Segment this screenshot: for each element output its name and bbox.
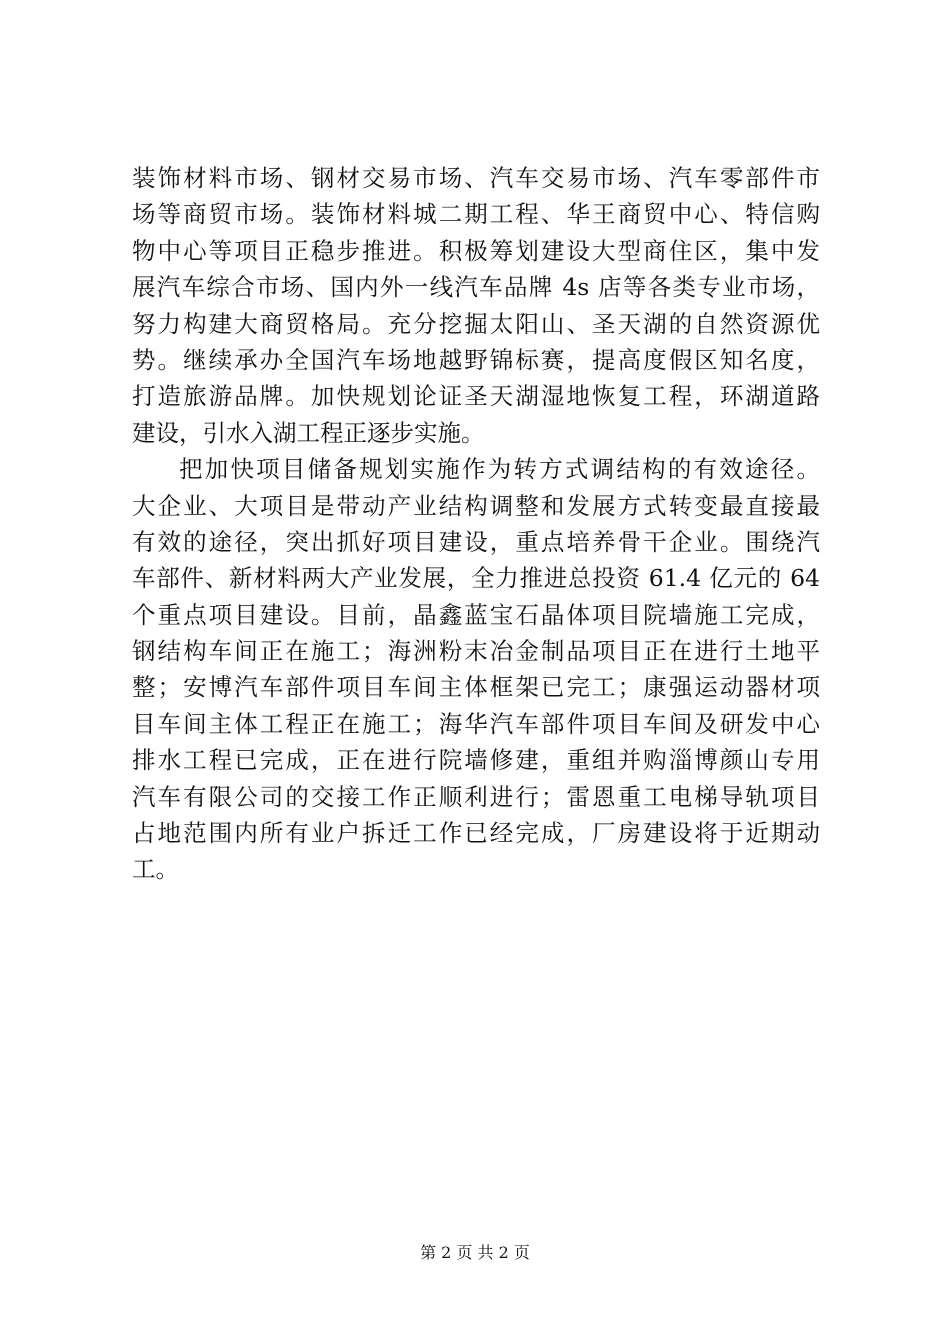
text-line: 占地范围内所有业户拆迁工作已经完成，厂房建设将于近期动 — [132, 819, 820, 848]
paragraph — [132, 160, 820, 451]
page-number-footer: 第 2 页 共 2 页 — [420, 1243, 530, 1262]
text-line: 个重点项目建设。目前，晶鑫蓝宝石晶体项目院墙施工完成， — [132, 600, 820, 629]
text-line: 把加快项目储备规划实施作为转方式调结构的有效途径。 — [179, 455, 820, 484]
text-line: 场等商贸市场。装饰材料城二期工程、华王商贸中心、特信购 — [132, 200, 820, 229]
text-line: 工。 — [132, 855, 179, 884]
text-line: 整；安博汽车部件项目车间主体框架已完工；康强运动器材项 — [132, 673, 820, 702]
text-line: 建设，引水入湖工程正逐步实施。 — [132, 418, 485, 447]
text-line: 钢结构车间正在施工；海洲粉末冶金制品项目正在进行土地平 — [132, 637, 820, 666]
text-line: 物中心等项目正稳步推进。积极筹划建设大型商住区，集中发 — [132, 236, 820, 265]
text-line: 目车间主体工程正在施工；海华汽车部件项目车间及研发中心 — [132, 709, 820, 738]
text-line: 努力构建大商贸格局。充分挖掘太阳山、圣天湖的自然资源优 — [132, 309, 820, 338]
text-line: 打造旅游品牌。加快规划论证圣天湖湿地恢复工程，环湖道路 — [132, 382, 820, 411]
document-body — [132, 160, 820, 888]
paragraph — [132, 451, 820, 888]
text-line: 势。继续承办全国汽车场地越野锦标赛，提高度假区知名度， — [132, 345, 820, 374]
text-line: 有效的途径，突出抓好项目建设，重点培养骨干企业。围绕汽 — [132, 527, 820, 556]
text-line: 展汽车综合市场、国内外一线汽车品牌 4s 店等各类专业市场， — [132, 273, 820, 302]
text-line: 汽车有限公司的交接工作正顺利进行；雷恩重工电梯导轨项目 — [132, 782, 820, 811]
text-line: 装饰材料市场、钢材交易市场、汽车交易市场、汽车零部件市 — [132, 164, 820, 192]
text-line: 大企业、大项目是带动产业结构调整和发展方式转变最直接最 — [132, 491, 820, 520]
text-line: 排水工程已完成，正在进行院墙修建，重组并购淄博颜山专用 — [132, 746, 820, 775]
text-line: 车部件、新材料两大产业发展，全力推进总投资 61.4 亿元的 64 — [132, 564, 820, 593]
